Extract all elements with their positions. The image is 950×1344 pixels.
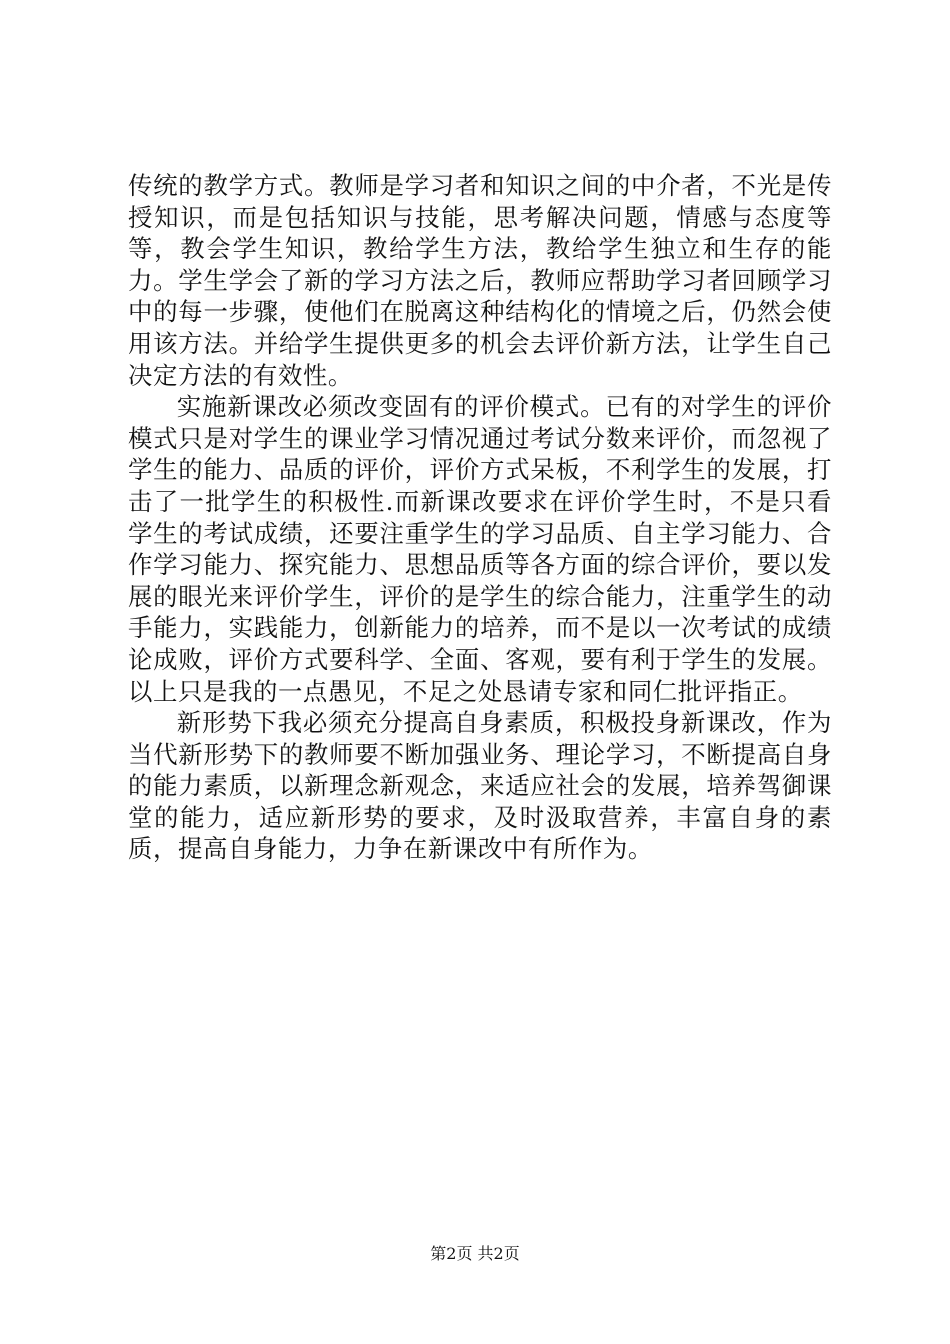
- page-number-footer: 第2页 共2页: [430, 1244, 520, 1263]
- paragraph-evaluation-mode: 实施新课改必须改变固有的评价模式。已有的对学生的评价模式只是对学生的课业学习情况通过考试分数来评价，而忽视了学生的能力、品质的评价，评价方式呆板，不利学生的发展，打击了一批学生的积极性.而新课改要求在评价学生时，不是只看学生的考试成绩，还要注重学生的学习品质、自主学习能力、合作学习能力、探究能力、思想品质等各方面的综合评价，要以发展的眼光来评价学生，评价的是学生的综合能力，注重学生的动手能力，实践能力，创新能力的培养，而不是以一次考试的成绩论成败，评价方式要科学、全面、客观，要有利于学生的发展。以上只是我的一点愚见，不足之处恳请专家和同仁批评指正。: [128, 392, 832, 706]
- document-body: [128, 170, 832, 865]
- paragraph-continuation: 传统的教学方式。教师是学习者和知识之间的中介者，不光是传授知识，而是包括知识与技能，思考解决问题，情感与态度等等，教会学生知识，教给学生方法，教给学生独立和生存的能力。学生学会了新的学习方法之后，教师应帮助学习者回顾学习中的每一步骤，使他们在脱离这种结构化的情境之后，仍然会使用该方法。并给学生提供更多的机会去评价新方法，让学生自己决定方法的有效性。: [128, 171, 832, 390]
- paragraph-self-improvement: 新形势下我必须充分提高自身素质，积极投身新课改，作为当代新形势下的教师要不断加强业务、理论学习，不断提高自身的能力素质，以新理念新观念，来适应社会的发展，培养驾御课堂的能力，适应新形势的要求，及时汲取营养，丰富自身的素质，提高自身能力，力争在新课改中有所作为。: [128, 708, 832, 864]
